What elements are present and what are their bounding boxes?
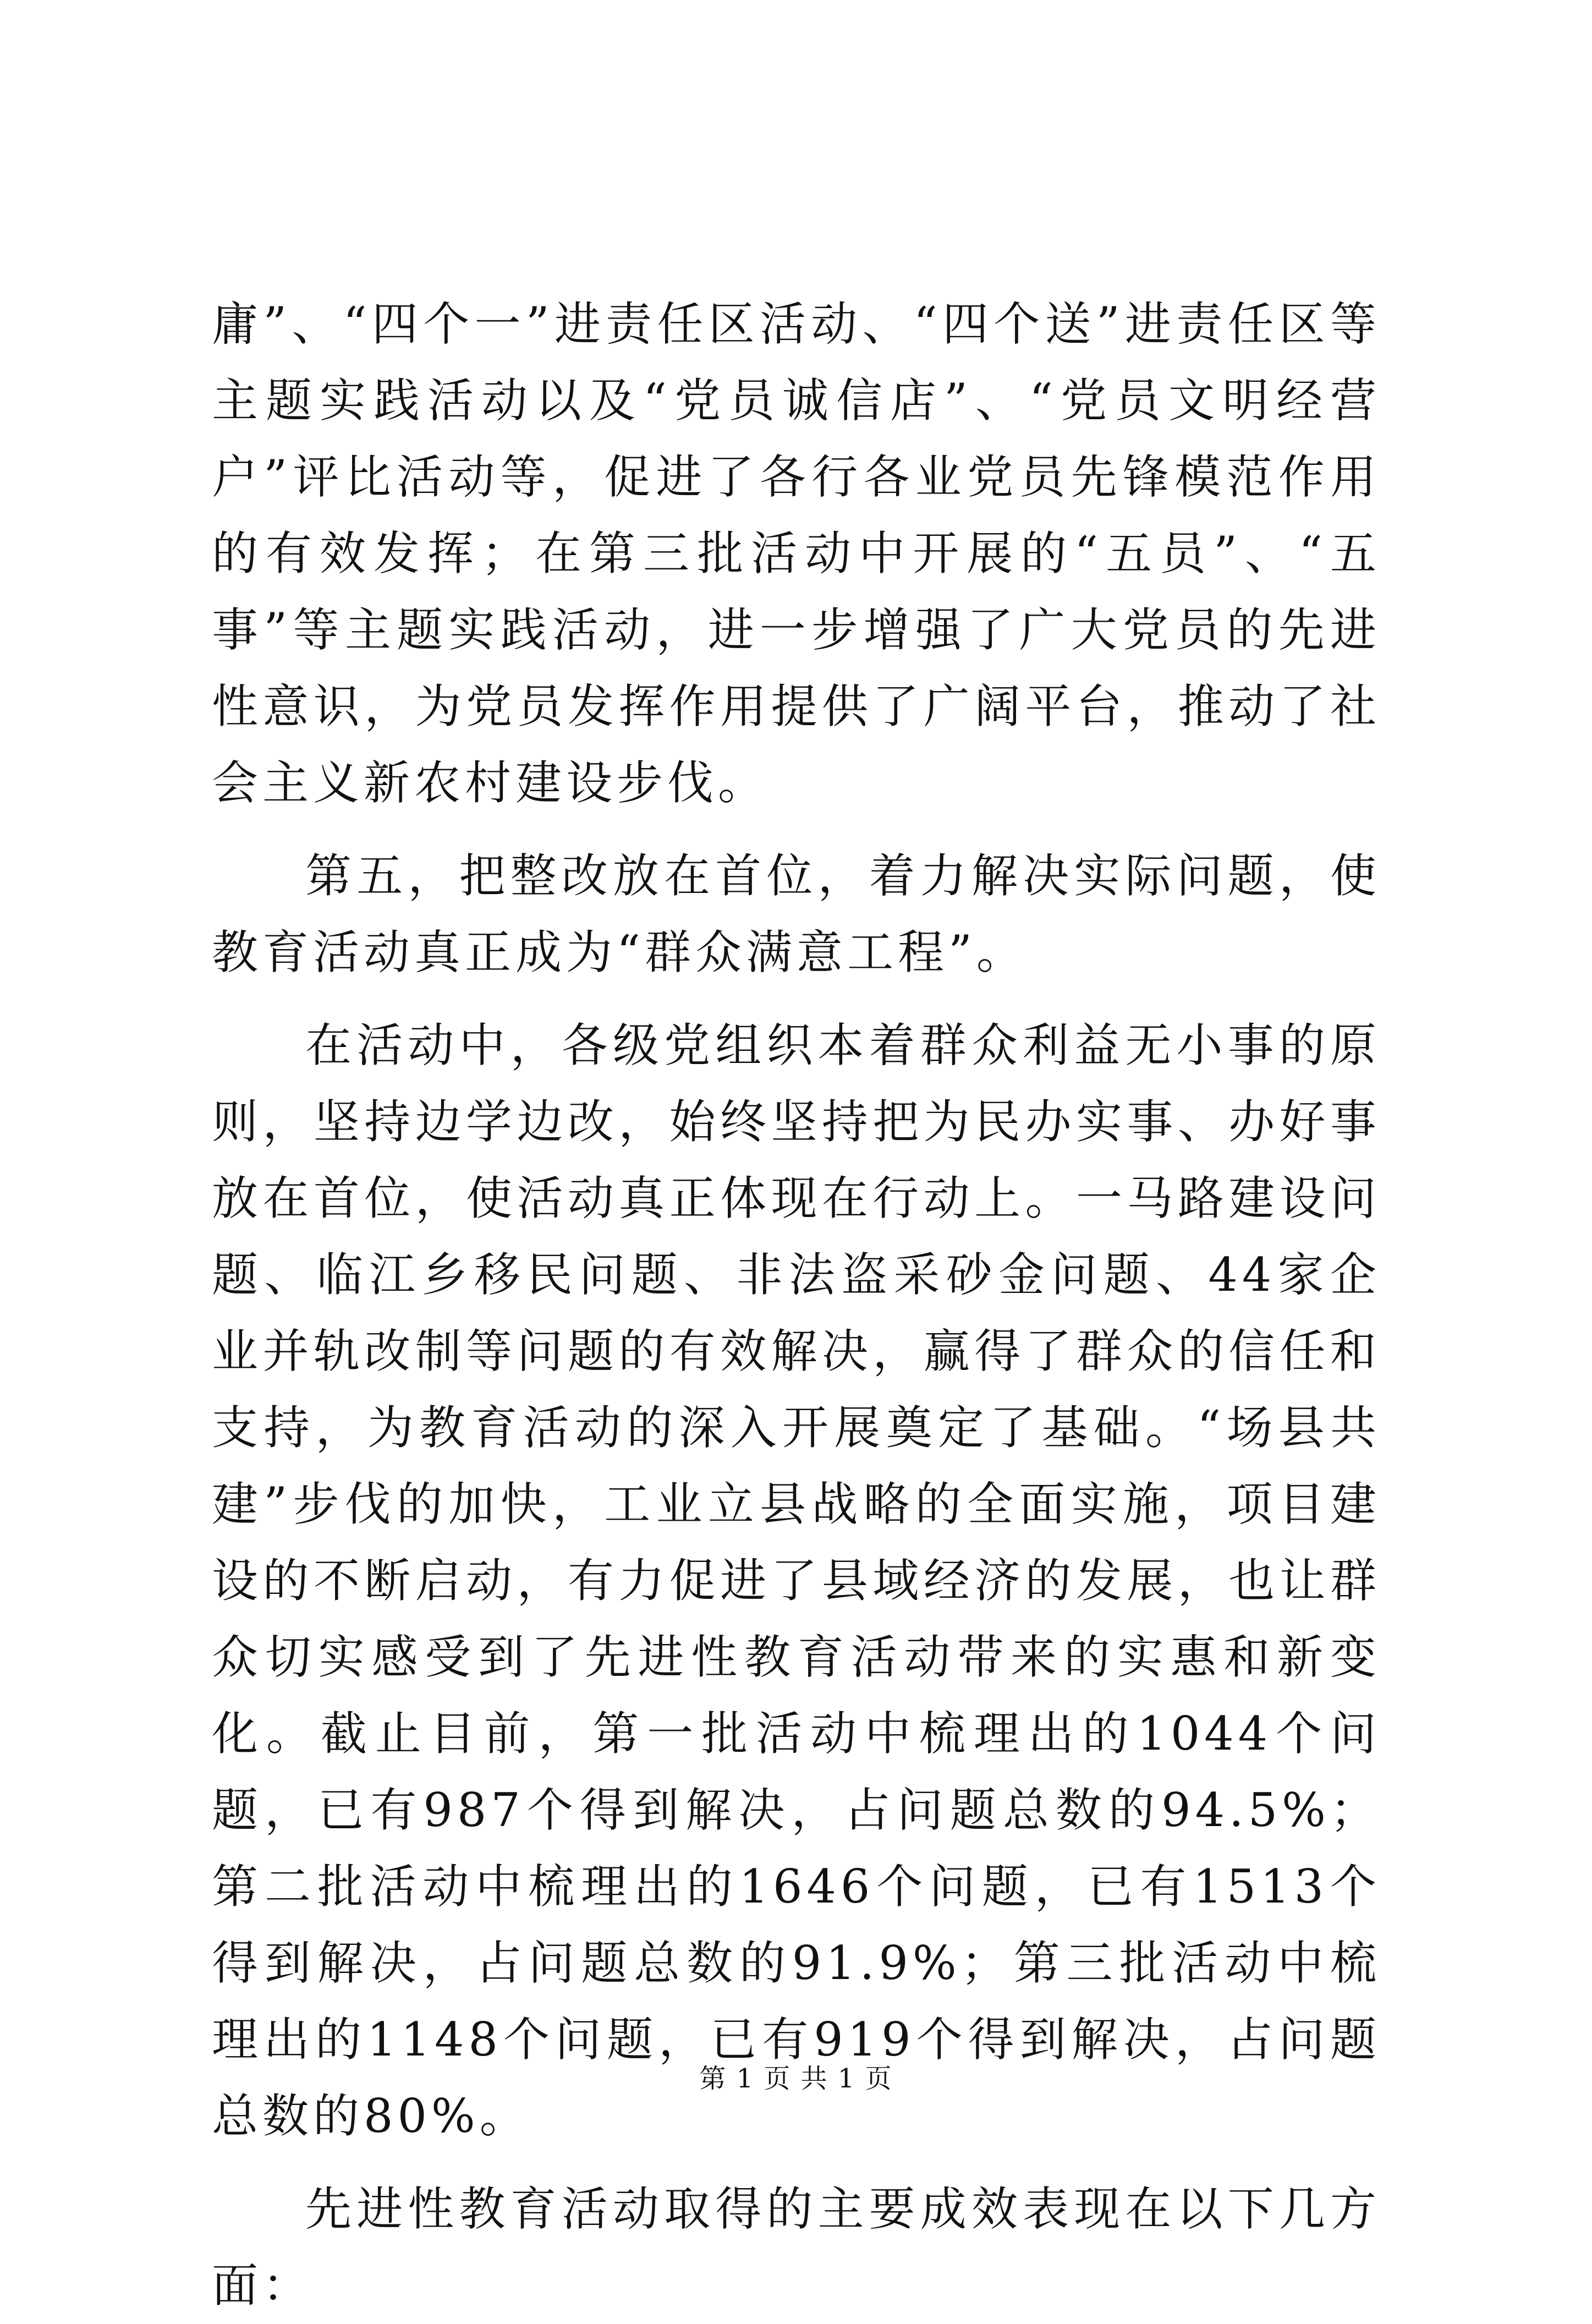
paragraph-section-heading: 第五，把整改放在首位，着力解决实际问题，使教育活动真正成为“群众满意工程”。 [212, 849, 1381, 979]
paragraph-body: 在活动中，各级党组织本着群众利益无小事的原则，坚持边学边改，始终坚持把为民办实事、办好事放在首位，使活动真正体现在行动上。一马路建设问题、临江乡移民问题、非法盗采砂金问题、44家企业并轨改制等问题的有效解决，赢得了群众的信任和支持，为教育活动的深入开展奠定了基础。“场县共建”步伐的加快，工业立县战略的全面实施，项目建设的不断启动，有力促进了县域经济的发展，也让群众切实感受到了先进性教育活动带来的实惠和新变化。截止目前，第一批活动中梳理出的1044个问题，已有987个得到解决，占问题总数的94.5%；第二批活动中梳理出的1646个问题，已有1513个得到解决，占问题总数的91.9%；第三批活动中梳理出的1148个问题，已有919个得到解决，占问题总数的80%。 [212, 1018, 1381, 2143]
document-body [212, 286, 1381, 2324]
paragraph-continuation: 庸”、“四个一”进责任区活动、“四个送”进责任区等主题实践活动以及“党员诚信店”、“党员文明经营户”评比活动等，促进了各行各业党员先锋模范作用的有效发挥；在第三批活动中开展的“五员”、“五事”等主题实践活动，进一步增强了广大党员的先进性意识，为党员发挥作用提供了广阔平台，推动了社会主义新农村建设步伐。 [212, 297, 1381, 810]
paragraph-summary: 先进性教育活动取得的主要成效表现在以下几方面： [212, 2182, 1381, 2312]
page-footer: 第 1 页 共 1 页 [699, 2063, 893, 2094]
